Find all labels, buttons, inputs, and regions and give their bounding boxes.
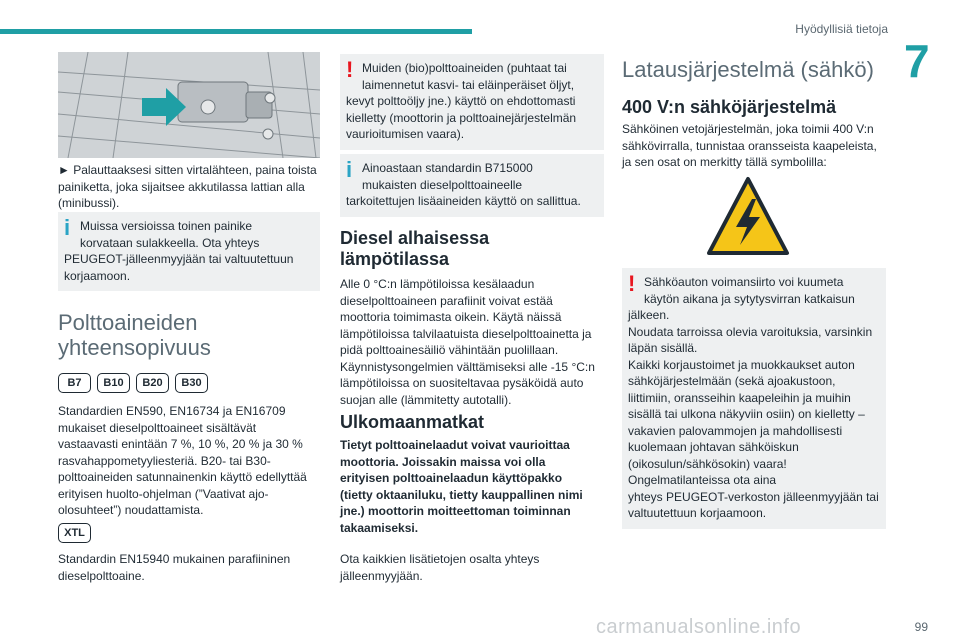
charging-heading: Latausjärjestelmä (sähkö) bbox=[622, 57, 874, 82]
badge-b20: B20 bbox=[136, 373, 169, 393]
chapter-number: 7 bbox=[904, 35, 930, 87]
section-title: Hyödyllisiä tietoja bbox=[795, 22, 888, 36]
high-voltage-warning-icon bbox=[706, 175, 790, 259]
info-icon: i bbox=[346, 157, 353, 182]
fuel-badges bbox=[58, 373, 208, 393]
step-text: ► Palauttaaksesi sitten virtalähteen, paina toista painiketta, joka sijaitsee akkutilassa lattian alla (minibussi). bbox=[58, 163, 317, 210]
abroad-warning: Tietyt polttoainelaadut voivat vaurioittaa moottoria. Joissakin maissa voi olla erityisen polttoainelaadun käyttöpakko (tietty oktaaniluku, tietty kauppallinen nimi jne.) moottorin moitteettoman toiminnan takaamiseksi. bbox=[340, 438, 583, 535]
info-note: i Muissa versioissa toinen painike korvataan sulakkeella. Ota yhteys PEUGEOT-jälleenmyyjään tai valtuutettuun korjaamoon. bbox=[58, 212, 320, 291]
badge-b7: B7 bbox=[58, 373, 91, 393]
diesel-heading: Diesel alhaisessa lämpötilassa bbox=[340, 228, 490, 269]
v400-heading: 400 V:n sähköjärjestelmä bbox=[622, 97, 837, 117]
warning-note-electric: ! Sähköauton voimansiirto voi kuumeta käytön aikana ja sytytysvirran katkaisun jälkeen. Noudata tarroissa olevia varoituksia, varsinkin läpän sisällä. Kaikki korjaustoimet ja muokkaukset auton sähköjärjestelmään (sekä ajoakustoon, liittimiin, oransseihin kaapeleihin ja muihin sisällä tai ulkona näkyviin osiin) on kielletty – vakavien palovammojen ja mahdollisesti kuolemaan johtavan sähköiskun (oikosulun/sähkösokin) vaara! Ongelmatilanteissa ota aina yhteys PEUGEOT-verkoston jälleenmyyjään tai valtuutettuun korjaamoon. bbox=[622, 268, 886, 529]
warning-note: ! Muiden (bio)polttoaineiden (puhtaat tai laimennetut kasvi- tai eläinperäiset öljyt, kevyt polttoöljy jne.) käyttö on ehdottomasti kielletty (moottorin ja polttoainejärjestelmän vaurioitumisen vaara). bbox=[340, 54, 604, 150]
fuel-compat-heading: Polttoaineiden yhteensopivuus bbox=[58, 310, 211, 360]
info-note-additives: i Ainoastaan standardin B715000 mukaisten dieselpolttoaineelle tarkoitettujen lisäaineiden käyttö on sallittua. bbox=[340, 154, 604, 217]
xtl-text: Standardin EN15940 mukainen parafiininen dieselpolttoaine. bbox=[58, 552, 291, 583]
page-number: 99 bbox=[914, 620, 928, 634]
standards-text: Standardien EN590, EN16734 ja EN16709 mukaiset dieselpolttoaineet sisältävät vastaavasti enintään 7 %, 10 %, 20 % ja 30 % rasvahappometyyliesteriä. B20- tai B30-polttoaineiden satunnainenkin käyttö edellyttää erityisen huolto-ohjelman (”Vaativat ajo-olosuhteet”) noudattamista. bbox=[58, 404, 307, 517]
badge-b30: B30 bbox=[175, 373, 208, 393]
v400-text: Sähköinen vetojärjestelmän, joka toimii 400 V:n sähkövirralla, tunnistaa oransseista kaapeleista, ja sen osat on merkitty tällä symbolilla: bbox=[622, 122, 877, 169]
exclamation-icon: ! bbox=[346, 57, 354, 82]
battery-illustration bbox=[58, 52, 320, 158]
exclamation-icon: ! bbox=[628, 271, 636, 296]
badge-xtl: XTL bbox=[58, 523, 91, 543]
abroad-text: Ota kaikkien lisätietojen osalta yhteys jälleenmyyjään. bbox=[340, 552, 540, 583]
info-icon: i bbox=[64, 215, 71, 240]
abroad-heading: Ulkomaanmatkat bbox=[340, 412, 485, 432]
battery-compartment-image bbox=[58, 52, 320, 158]
watermark: carmanualsonline.info bbox=[596, 616, 802, 638]
badge-b10: B10 bbox=[97, 373, 130, 393]
diesel-text: Alle 0 °C:n lämpötiloissa kesälaadun dieselpolttoaineen parafiinit voivat estää moottoria toimimasta oikein. Käytä näissä lämpötiloissa talvilaatuista dieselpolttoainetta ja pidä polttoainesäiliö vähintään puolillaan. Käynnistysongelmien välttämiseksi alle -15 °C:n lämpötiloissa on suositeltavaa pysäköidä auto suojan alle (lämmitetty autotalli). bbox=[340, 277, 595, 407]
header-accent-bar bbox=[0, 29, 472, 34]
